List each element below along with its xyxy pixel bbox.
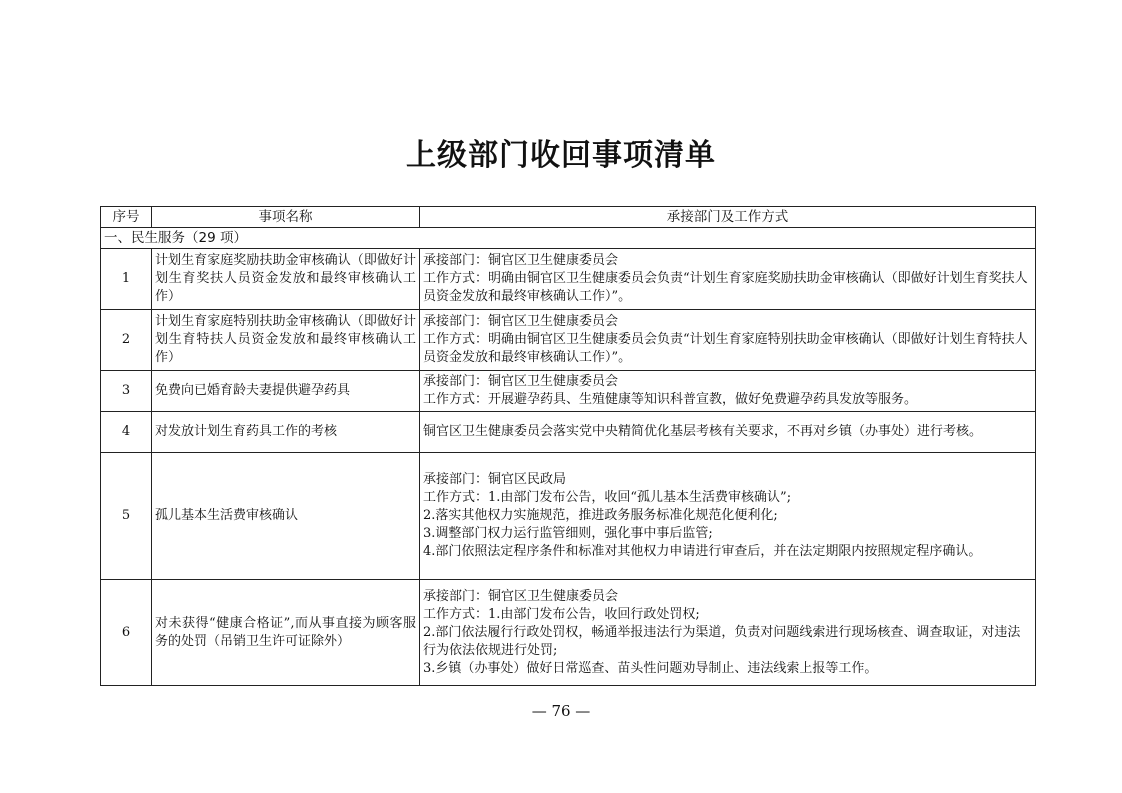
department-method	[420, 453, 1036, 580]
department-method	[420, 310, 1036, 371]
item-name: 计划生育家庭奖励扶助金审核确认（即做好计划生育奖扶人员资金发放和最终审核确认工作）	[152, 249, 420, 310]
row-number: 2	[101, 310, 152, 371]
table-row	[101, 249, 1036, 310]
method-line: 4.部门依照法定程序条件和标准对其他权力申请进行审查后，并在法定期限内按照规定程序确认。	[423, 544, 982, 559]
table-row	[101, 371, 1036, 412]
table-row	[101, 412, 1036, 453]
row-number: 3	[101, 371, 152, 412]
item-name: 对发放计划生育药具工作的考核	[152, 412, 420, 453]
method-line: 3.乡镇（办事处）做好日常巡查、苗头性问题劝导制止、违法线索上报等工作。	[423, 660, 878, 676]
department-method	[420, 249, 1036, 310]
item-name: 对未获得“健康合格证”,而从事直接为顾客服务的处罚（吊销卫生许可证除外）	[152, 580, 420, 686]
method-line: 工作方式：明确由铜官区卫生健康委员会负责“计划生育家庭奖励扶助金审核确认（即做好计划生育奖扶人员资金发放和最终审核确认工作）”。	[423, 271, 1028, 304]
method-line: 工作方式：明确由铜官区卫生健康委员会负责“计划生育家庭特别扶助金审核确认（即做好计划生育特扶人员资金发放和最终审核确认工作）”。	[423, 332, 1028, 365]
method-line: 工作方式：1.由部门发布公告，收回行政处罚权;	[423, 606, 700, 622]
method-line: 工作方式：1.由部门发布公告，收回“孤儿基本生活费审核确认”;	[423, 490, 792, 505]
row-number: 5	[101, 453, 152, 580]
page-title: 上级部门收回事项清单	[406, 138, 716, 173]
row-number: 1	[101, 249, 152, 310]
method-line: 铜官区卫生健康委员会落实党中央精简优化基层考核有关要求，不再对乡镇（办事处）进行考核。	[423, 424, 983, 439]
method-line: 2.部门依法履行行政处罚权，畅通举报违法行为渠道，负责对问题线索进行现场核查、调查取证，对违法行为依法依规进行处罚;	[423, 624, 1021, 658]
header-department-method: 承接部门及工作方式	[420, 207, 1036, 228]
item-name: 计划生育家庭特别扶助金审核确认（即做好计划生育特扶人员资金发放和最终审核确认工作）	[152, 310, 420, 371]
section-row	[101, 228, 1036, 249]
method-line: 承接部门：铜官区卫生健康委员会	[423, 253, 619, 268]
item-name: 孤儿基本生活费审核确认	[152, 453, 420, 580]
row-number: 4	[101, 412, 152, 453]
table-row	[101, 453, 1036, 580]
header-index: 序号	[101, 207, 152, 228]
department-method	[420, 412, 1036, 453]
row-number: 6	[101, 580, 152, 686]
method-line: 工作方式：开展避孕药具、生殖健康等知识科普宣教，做好免费避孕药具发放等服务。	[423, 392, 918, 407]
method-line: 承接部门：铜官区卫生健康委员会	[423, 588, 619, 604]
header-item-name: 事项名称	[152, 207, 420, 228]
table-row	[101, 580, 1036, 686]
department-method	[420, 580, 1036, 686]
table-row	[101, 310, 1036, 371]
method-line: 承接部门：铜官区卫生健康委员会	[423, 374, 619, 389]
items-table	[100, 206, 1036, 686]
method-line: 3.调整部门权力运行监管细则，强化事中事后监管;	[423, 526, 713, 541]
item-name: 免费向已婚育龄夫妻提供避孕药具	[152, 371, 420, 412]
page-number: — 76 —	[531, 702, 591, 720]
table-header-row	[101, 207, 1036, 228]
method-line: 承接部门：铜官区卫生健康委员会	[423, 314, 619, 329]
method-line: 2.落实其他权力实施规范，推进政务服务标准化规范化便利化;	[423, 508, 778, 523]
department-method	[420, 371, 1036, 412]
section-label: 一、民生服务（29 项）	[101, 228, 1036, 249]
method-line: 承接部门：铜官区民政局	[423, 472, 567, 487]
